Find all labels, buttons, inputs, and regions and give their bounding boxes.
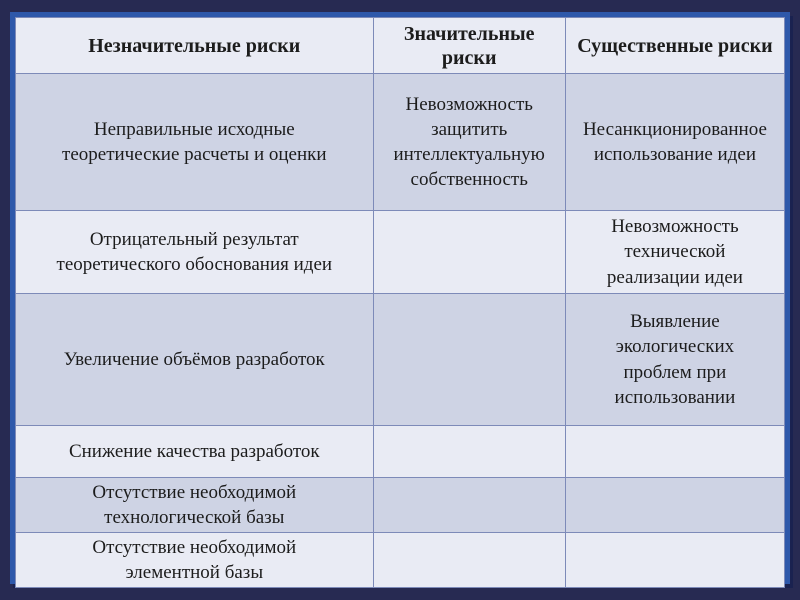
table-cell: Невозможность технической реализации идеи [565, 211, 784, 294]
table-cell [373, 211, 565, 294]
table-cell [565, 478, 784, 533]
table-cell [565, 426, 784, 478]
table-cell [373, 533, 565, 588]
header-cell-substantial-risks: Существенные риски [565, 18, 784, 74]
header-cell-significant-risks: Значительные риски [373, 18, 565, 74]
table-row [16, 533, 785, 588]
header-cell-insignificant-risks: Незначительные риски [16, 18, 374, 74]
table-row [16, 478, 785, 533]
table-cell: Увеличение объёмов разработок [16, 294, 374, 426]
table-cell: Отрицательный результат теоретического обоснования идеи [16, 211, 374, 294]
table-cell [373, 478, 565, 533]
table-cell: Отсутствие необходимой технологической базы [16, 478, 374, 533]
table-row [16, 211, 785, 294]
table-row [16, 426, 785, 478]
risks-table [15, 17, 785, 588]
table-cell [373, 426, 565, 478]
table-cell [373, 294, 565, 426]
table-cell: Выявление экологических проблем при использовании [565, 294, 784, 426]
table-row [16, 74, 785, 211]
table-cell: Отсутствие необходимой элементной базы [16, 533, 374, 588]
table-row [16, 294, 785, 426]
table-cell: Несанкционированное использование идеи [565, 74, 784, 211]
table-header-row [16, 18, 785, 74]
table-cell [565, 533, 784, 588]
risks-table-frame [10, 12, 790, 584]
table-cell: Снижение качества разработок [16, 426, 374, 478]
table-cell: Неправильные исходные теоретические расчеты и оценки [16, 74, 374, 211]
table-cell: Невозможность защитить интеллектуальную собственность [373, 74, 565, 211]
